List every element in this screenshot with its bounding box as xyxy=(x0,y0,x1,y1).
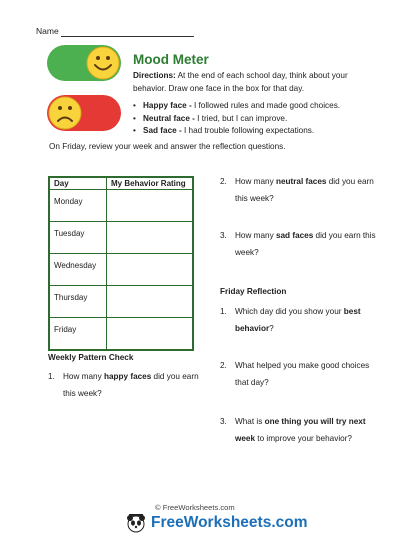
question-text: How many xyxy=(235,177,276,186)
question-emphasis: best behavior xyxy=(235,307,361,333)
legend-item-happy xyxy=(133,100,378,113)
weekly-question-3 xyxy=(220,228,380,261)
directions-text xyxy=(133,70,373,95)
question-text: Which day did you show your xyxy=(235,307,344,316)
day-cell: Tuesday xyxy=(49,222,107,254)
face-legend xyxy=(133,100,378,138)
table-row xyxy=(49,286,193,318)
question-text: What is xyxy=(235,417,265,426)
weekly-question-2 xyxy=(220,174,380,207)
directions-body: At the end of each school day, think about your behavior. Draw one face in the box for that day. xyxy=(133,71,348,93)
legend-text: I tried, but I can improve. xyxy=(194,113,288,123)
question-text: What helped you make good choices that day? xyxy=(235,361,370,387)
table-row xyxy=(49,190,193,222)
friday-instruction: On Friday, review your week and answer the reflection questions. xyxy=(49,142,286,151)
legend-item-neutral xyxy=(133,113,378,126)
day-cell: Friday xyxy=(49,318,107,351)
page-title: Mood Meter xyxy=(133,52,209,67)
brand-logo xyxy=(125,512,308,534)
question-text: did you earn this week? xyxy=(235,231,376,257)
bullet-icon: • xyxy=(133,101,136,110)
directions-label: Directions: xyxy=(133,71,176,80)
name-label: Name xyxy=(36,26,59,36)
question-emphasis: sad faces xyxy=(275,231,314,240)
question-number: 1. xyxy=(220,307,227,316)
weekly-pattern-title: Weekly Pattern Check xyxy=(48,353,134,362)
legend-label: Neutral face - xyxy=(143,113,195,123)
happy-toggle-icon xyxy=(46,44,122,82)
day-cell: Thursday xyxy=(49,286,107,318)
behavior-rating-table xyxy=(48,176,194,351)
question-emphasis: one thing you will try next week xyxy=(235,417,366,443)
friday-reflection-title: Friday Reflection xyxy=(220,287,287,296)
panda-mascot-icon xyxy=(125,512,147,534)
legend-item-sad xyxy=(133,125,378,138)
question-emphasis: happy faces xyxy=(103,372,152,381)
bullet-icon: • xyxy=(133,113,136,123)
question-text: ? xyxy=(269,323,274,333)
question-emphasis: neutral faces xyxy=(275,177,327,186)
question-text: How many xyxy=(63,372,104,381)
rating-cell[interactable] xyxy=(107,254,194,286)
rating-cell[interactable] xyxy=(107,286,194,318)
rating-cell[interactable] xyxy=(107,190,194,222)
column-header-rating: My Behavior Rating xyxy=(107,177,194,190)
question-text: to improve your behavior? xyxy=(255,433,352,443)
legend-text: I followed rules and made good choices. xyxy=(191,101,341,110)
column-header-day: Day xyxy=(49,177,107,190)
name-field-line[interactable] xyxy=(61,36,194,37)
legend-label: Sad face - xyxy=(143,126,182,135)
legend-text: I had trouble following expectations. xyxy=(181,126,315,135)
friday-question-2 xyxy=(220,358,370,391)
question-number: 3. xyxy=(220,417,227,426)
table-header-row xyxy=(49,177,193,190)
friday-question-1 xyxy=(220,304,380,337)
question-number: 3. xyxy=(220,231,227,240)
table-row xyxy=(49,318,193,351)
rating-cell[interactable] xyxy=(107,222,194,254)
question-number: 1. xyxy=(48,372,55,381)
bullet-icon: • xyxy=(133,126,136,135)
weekly-question-1 xyxy=(48,369,208,402)
friday-question-3 xyxy=(220,414,380,447)
question-number: 2. xyxy=(220,177,227,186)
question-text: did you earn this week? xyxy=(63,372,199,398)
legend-label: Happy face - xyxy=(143,101,192,110)
day-cell: Wednesday xyxy=(49,254,107,286)
rating-cell[interactable] xyxy=(107,318,194,351)
brand-name: FreeWorksheets.com xyxy=(151,514,308,531)
question-text: How many xyxy=(235,231,276,240)
day-cell: Monday xyxy=(49,190,107,222)
question-number: 2. xyxy=(220,361,227,370)
question-text: did you earn this week? xyxy=(235,177,374,203)
copyright-link[interactable]: © FreeWorksheets.com xyxy=(155,503,235,512)
sad-toggle-icon xyxy=(46,94,122,132)
table-row xyxy=(49,222,193,254)
table-row xyxy=(49,254,193,286)
